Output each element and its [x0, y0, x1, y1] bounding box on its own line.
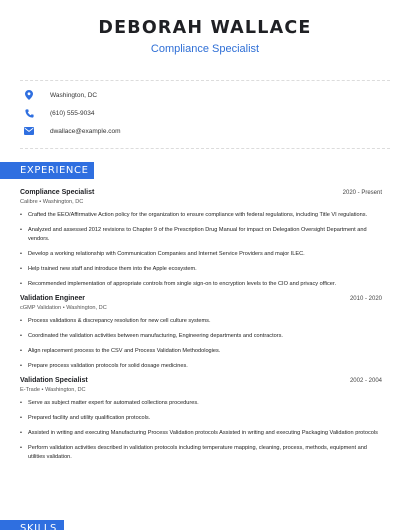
envelope-icon — [20, 124, 38, 138]
resume-header — [0, 0, 410, 55]
job-company: cGMP Validation • Washington, DC — [20, 305, 107, 311]
job-bullet: • Develop a working relationship with Communication Companies and Internet Service Providers and major ILEC. — [20, 250, 382, 259]
job-dates: 2010 - 2020 — [349, 296, 382, 302]
job-bullet: • Perform validation activities described in validation protocols including temperature mapping, cleaning, process, methods, equipment and utilities validation. — [20, 444, 382, 462]
job-title: Validation Engineer — [20, 295, 85, 302]
contact-phone — [20, 104, 390, 122]
contact-email — [20, 122, 390, 140]
job-bullet: • Serve as subject matter expert for automated collections procedures. — [20, 399, 382, 408]
job-bullet: • Process validations & discrepancy resolution for new cell culture systems. — [20, 317, 382, 326]
contact-location — [20, 86, 390, 104]
job-title: Validation Specialist — [20, 377, 88, 384]
location-text: Washington, DC — [50, 91, 98, 99]
job-bullet: • Coordinated the validation activities between manufacturing, Engineering departments and contractors. — [20, 332, 382, 341]
contact-block — [20, 80, 390, 149]
candidate-title: Compliance Specialist — [150, 43, 260, 55]
map-pin-icon — [20, 88, 38, 102]
job-entry — [20, 377, 382, 462]
job-company: E-Trade • Washington, DC — [20, 387, 86, 393]
phone-icon — [20, 106, 38, 120]
experience-heading: EXPERIENCE — [0, 162, 94, 179]
job-bullet: • Recommended implementation of appropriate controls from single sign-on to encryption levels to the CIO and privacy officer. — [20, 280, 382, 289]
job-dates: 2002 - 2004 — [349, 378, 382, 384]
job-bullet: • Crafted the EEO/Affirmative Action policy for the organization to ensure compliance with federal regulations, including Title VI regulations. — [20, 211, 382, 220]
job-bullet: • Prepared facility and utility qualification protocols. — [20, 414, 382, 423]
job-company: Calibre • Washington, DC — [20, 199, 84, 205]
candidate-name: DEBORAH WALLACE — [98, 18, 312, 38]
job-title: Compliance Specialist — [20, 189, 95, 196]
job-dates: 2020 - Present — [342, 190, 382, 196]
job-bullet: • Help trained new staff and introduce them into the Apple ecosystem. — [20, 265, 382, 274]
job-entry — [20, 295, 382, 371]
job-bullet: • Assisted in writing and executing Manufacturing Process Validation protocols Assisted in writing and executing Packaging Validation protocols — [20, 429, 382, 438]
job-bullet: • Analyzed and assessed 2012 revisions to Chapter 9 of the Prescription Drug Manual for impact on Delegation Oversight Department and vendors. — [20, 226, 382, 244]
email-text[interactable]: dwallace@example.com — [50, 127, 121, 135]
job-bullet: • Prepare process validation protocols for solid dosage medicines. — [20, 362, 382, 371]
job-bullet: • Align replacement process to the CSV and Process Validation Methodologies. — [20, 347, 382, 356]
job-entry — [20, 189, 382, 289]
phone-text: (610) 555-9034 — [50, 109, 95, 117]
experience-list — [20, 189, 382, 468]
skills-heading: SKILLS — [0, 520, 64, 530]
